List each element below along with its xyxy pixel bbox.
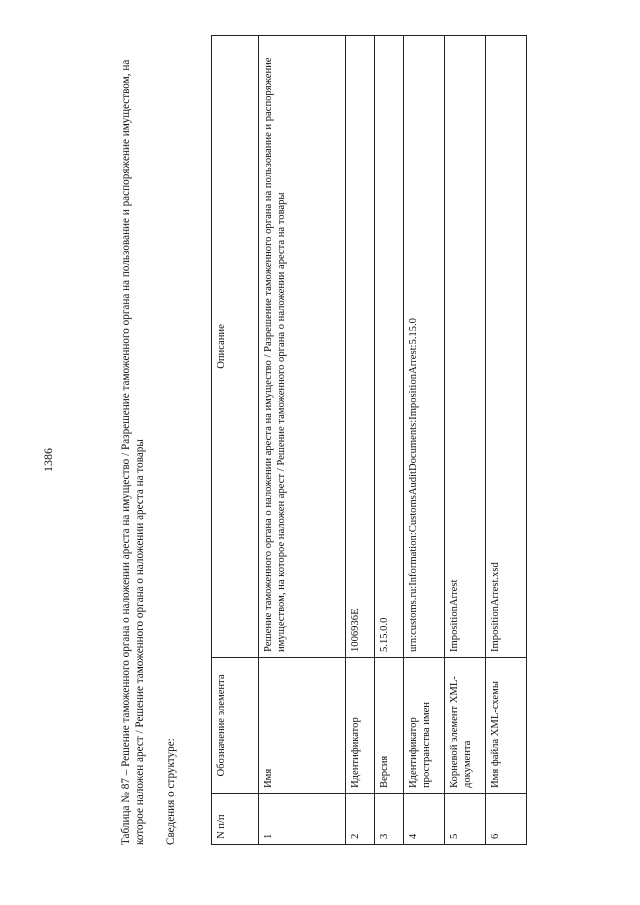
table-header-row	[212, 36, 259, 845]
cell-element: Идентификатор	[346, 658, 375, 794]
cell-n: 4	[404, 794, 445, 845]
cell-n: 5	[445, 794, 486, 845]
cell-element: Идентификатор пространства имен	[404, 658, 445, 794]
header-n: N п/п	[212, 794, 259, 845]
cell-description: ImpositionArrest	[445, 36, 486, 658]
table-row	[259, 36, 346, 845]
cell-element: Корневой элемент XML-документа	[445, 658, 486, 794]
table-row	[375, 36, 404, 845]
cell-description: ImpositionArrest.xsd	[486, 36, 527, 658]
structure-intro: Сведения о структуре:	[165, 738, 177, 845]
header-element: Обозначение элемента	[212, 658, 259, 794]
cell-element: Имя	[259, 658, 346, 794]
cell-n: 3	[375, 794, 404, 845]
page-number: 1386	[41, 448, 55, 472]
cell-n: 6	[486, 794, 527, 845]
cell-n: 2	[346, 794, 375, 845]
cell-n: 1	[259, 794, 346, 845]
cell-description: 1006936E	[346, 36, 375, 658]
table-row	[404, 36, 445, 845]
cell-description: 5.15.0.0	[375, 36, 404, 658]
table-caption: Таблица № 87 – Решение таможенного органа о наложении ареста на имущество / Разрешение таможенного органа на пользование и распоряжение имуществом, на которое наложен арест / Решение таможенного органа о наложении ареста на товары	[120, 59, 146, 845]
cell-description: urn:customs.ru:Information:CustomsAuditDocuments:ImpositionArrest:5.15.0	[404, 36, 445, 658]
table-row	[346, 36, 375, 845]
cell-element: Версия	[375, 658, 404, 794]
cell-element: Имя файла XML-схемы	[486, 658, 527, 794]
table-row	[445, 36, 486, 845]
cell-description: Решение таможенного органа о наложении ареста на имущество / Разрешение таможенного органа на пользование и распоряжение имуществом, на которое наложен арест / Решение таможенного органа о наложении ареста на товары	[259, 36, 346, 658]
header-description: Описание	[212, 36, 259, 658]
structure-table	[211, 35, 527, 845]
table-row	[486, 36, 527, 845]
